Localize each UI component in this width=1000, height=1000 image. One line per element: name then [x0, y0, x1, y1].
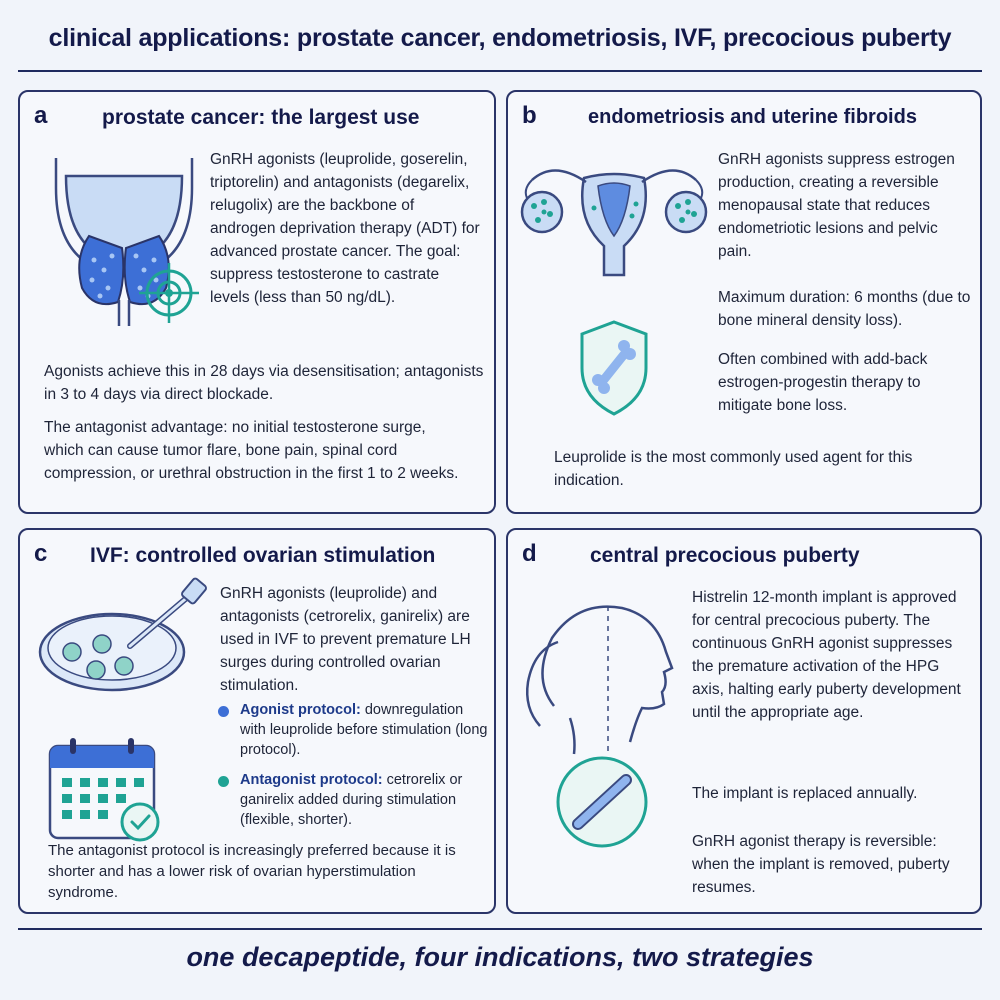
panel-ivf [18, 528, 496, 914]
panel-title: IVF: controlled ovarian stimulation [90, 544, 436, 567]
panel-text: Agonists achieve this in 28 days via desensitisation; antagonists in 3 to 4 days via direct blockade. [44, 363, 484, 403]
bullet-label: Agonist protocol: [240, 702, 361, 718]
panel-text: Maximum duration: 6 months (due to bone mineral density loss). [718, 289, 971, 329]
panel-text: The implant is replaced annually. [692, 785, 918, 802]
bottom-divider [18, 928, 982, 930]
panel-title: endometriosis and uterine fibroids [588, 106, 917, 128]
bullet-text: downregulation with leuprolide before stimulation (long protocol). [240, 702, 488, 758]
panel-letter: b [522, 102, 537, 129]
panel-text: The antagonist advantage: no initial testosterone surge, which can cause tumor flare, bone pain, spinal cord compression, or urethral obstruction in the first 1 to 2 weeks. [44, 419, 459, 482]
footer-tagline: one decapeptide, four indications, two strategies [186, 942, 814, 972]
child-profile-icon [518, 586, 698, 756]
uterus-icon [514, 150, 714, 280]
panel-title: prostate cancer: the largest use [102, 106, 420, 129]
panel-endometriosis [506, 90, 982, 514]
panel-prostate-cancer [18, 90, 496, 514]
panel-letter: c [34, 540, 48, 567]
panel-text: The antagonist protocol is increasingly preferred because it is shorter and has a lower risk of ovarian hyperstimulation syndrome. [48, 842, 456, 901]
page-title: clinical applications: prostate cancer, endometriosis, IVF, precocious puberty [48, 24, 952, 52]
panel-text: GnRH agonists (leuprolide) and antagonists (cetrorelix, ganirelix) are used in IVF to prevent premature LH surges during controlled ovarian stimulation. [220, 585, 471, 694]
panel-letter: d [522, 540, 537, 567]
top-divider [18, 70, 982, 72]
petri-dish-icon [36, 580, 216, 700]
bone-shield-icon [574, 318, 654, 418]
panel-text: GnRH agonists suppress estrogen production, creating a reversible menopausal state that reduces endometriotic lesions and pelvic pain. [718, 151, 955, 260]
panel-letter: a [34, 102, 48, 129]
bullet-text: cetrorelix or ganirelix added during stimulation (flexible, shorter). [240, 772, 463, 828]
panel-text: Often combined with add-back estrogen-progestin therapy to mitigate bone loss. [718, 351, 928, 414]
panel-precocious-puberty [506, 528, 982, 914]
bullet-dot [218, 776, 229, 787]
bullet-label: Antagonist protocol: [240, 772, 383, 788]
panel-title: central precocious puberty [590, 544, 860, 567]
antagonist-protocol-item [240, 770, 490, 830]
agonist-protocol-item [240, 700, 490, 760]
panel-text: GnRH agonists (leuprolide, goserelin, triptorelin) and antagonists (degarelix, relugolix) are the backbone of androgen deprivation therapy (ADT) for advanced prostate cancer. The goal: suppress testosterone to castrate levels (less than 50 ng/dL). [210, 151, 480, 306]
calendar-icon [46, 736, 166, 846]
panel-text: GnRH agonist therapy is reversible: when the implant is removed, puberty resumes. [692, 833, 950, 896]
panel-text: Histrelin 12-month implant is approved for central precocious puberty. The continuous GnRH agonist suppresses the premature activation of the HPG axis, halting early puberty development until the appropriate age. [692, 589, 961, 721]
panel-text: Leuprolide is the most commonly used agent for this indication. [554, 449, 913, 489]
implant-icon [554, 754, 650, 850]
bullet-dot [218, 706, 229, 717]
prostate-icon [34, 148, 214, 328]
